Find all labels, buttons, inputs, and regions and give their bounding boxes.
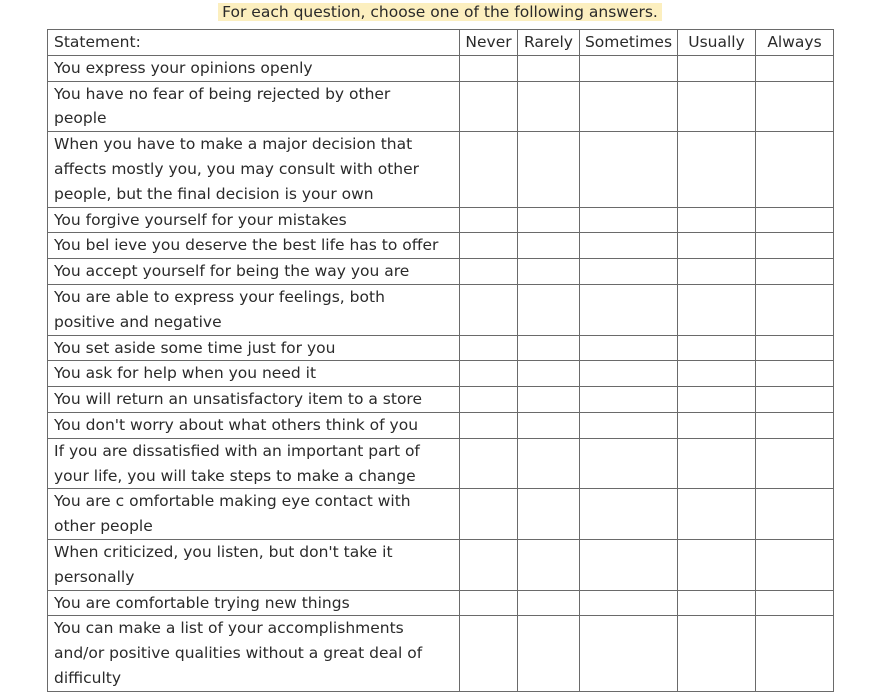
answer-cell-rarely[interactable]: [518, 207, 580, 233]
statement-cell: [48, 233, 460, 259]
answer-cell-usually[interactable]: [678, 361, 756, 387]
statement-line: You will return an unsatisfactory item to a store: [54, 390, 422, 409]
answer-cell-sometimes[interactable]: [580, 259, 678, 285]
answer-cell-rarely[interactable]: [518, 335, 580, 361]
statement-cell: [48, 387, 460, 413]
statement-cell: [48, 132, 460, 207]
answer-cell-rarely[interactable]: [518, 616, 580, 691]
answer-cell-usually[interactable]: [678, 539, 756, 590]
table-row: [48, 207, 834, 233]
table-row: [48, 284, 834, 335]
answer-cell-never[interactable]: [460, 412, 518, 438]
answer-cell-always[interactable]: [756, 539, 834, 590]
statement-cell: [48, 489, 460, 540]
answer-cell-usually[interactable]: [678, 387, 756, 413]
answer-cell-usually[interactable]: [678, 207, 756, 233]
instruction-text: For each question, choose one of the following answers.: [218, 3, 662, 21]
statement-cell: [48, 284, 460, 335]
answer-cell-always[interactable]: [756, 284, 834, 335]
header-always: Always: [756, 30, 834, 56]
statement-line: You don't worry about what others think of you: [54, 415, 419, 434]
answer-cell-rarely[interactable]: [518, 55, 580, 81]
table-row: [48, 590, 834, 616]
answer-cell-usually[interactable]: [678, 55, 756, 81]
statement-line: You bel ieve you deserve the best life has to offer: [54, 236, 439, 255]
answer-cell-rarely[interactable]: [518, 412, 580, 438]
statement-line: You ask for help when you need it: [54, 364, 317, 383]
statement-cell: [48, 361, 460, 387]
answer-cell-usually[interactable]: [678, 132, 756, 207]
answer-cell-always[interactable]: [756, 489, 834, 540]
answer-cell-never[interactable]: [460, 284, 518, 335]
answer-cell-sometimes[interactable]: [580, 489, 678, 540]
answer-cell-usually[interactable]: [678, 233, 756, 259]
statement-line: difficulty: [54, 668, 122, 687]
statement-line: You are able to express your feelings, both: [54, 287, 385, 306]
answer-cell-never[interactable]: [460, 207, 518, 233]
answer-cell-never[interactable]: [460, 132, 518, 207]
answer-cell-sometimes[interactable]: [580, 590, 678, 616]
answer-cell-never[interactable]: [460, 259, 518, 285]
statement-line: You set aside some time just for you: [54, 338, 336, 357]
statement-cell: [48, 259, 460, 285]
statement-cell: [48, 81, 460, 132]
answer-cell-always[interactable]: [756, 438, 834, 489]
answer-cell-never[interactable]: [460, 489, 518, 540]
statement-line: You express your opinions openly: [54, 58, 313, 77]
statement-cell: [48, 590, 460, 616]
table-row: [48, 55, 834, 81]
table-row: [48, 438, 834, 489]
answer-cell-sometimes[interactable]: [580, 207, 678, 233]
answer-cell-sometimes[interactable]: [580, 412, 678, 438]
answer-cell-rarely[interactable]: [518, 438, 580, 489]
statement-cell: [48, 55, 460, 81]
table-row: [48, 132, 834, 207]
table-row: [48, 81, 834, 132]
answer-cell-always[interactable]: [756, 387, 834, 413]
statement-line: When criticized, you listen, but don't take it: [54, 542, 393, 561]
answer-cell-sometimes[interactable]: [580, 81, 678, 132]
table-row: [48, 539, 834, 590]
statement-line: You forgive yourself for your mistakes: [54, 210, 347, 229]
answer-cell-never[interactable]: [460, 55, 518, 81]
statement-line: your life, you will take steps to make a change: [54, 466, 416, 485]
answer-cell-always[interactable]: [756, 81, 834, 132]
table-row: [48, 489, 834, 540]
header-row: [48, 30, 834, 56]
header-statement: Statement:: [48, 30, 460, 56]
header-sometimes: Sometimes: [580, 30, 678, 56]
answer-cell-rarely[interactable]: [518, 387, 580, 413]
answer-cell-always[interactable]: [756, 590, 834, 616]
answer-cell-sometimes[interactable]: [580, 284, 678, 335]
answer-cell-sometimes[interactable]: [580, 55, 678, 81]
statement-cell: [48, 438, 460, 489]
statement-line: other people: [54, 517, 153, 536]
answer-cell-always[interactable]: [756, 616, 834, 691]
answer-cell-sometimes[interactable]: [580, 616, 678, 691]
table-row: [48, 412, 834, 438]
answer-cell-rarely[interactable]: [518, 539, 580, 590]
answer-cell-never[interactable]: [460, 335, 518, 361]
header-never: Never: [460, 30, 518, 56]
answer-cell-usually[interactable]: [678, 259, 756, 285]
table-row: [48, 233, 834, 259]
answer-cell-rarely[interactable]: [518, 284, 580, 335]
answer-cell-always[interactable]: [756, 132, 834, 207]
answer-cell-never[interactable]: [460, 361, 518, 387]
answer-cell-always[interactable]: [756, 259, 834, 285]
answer-cell-never[interactable]: [460, 616, 518, 691]
statement-cell: [48, 207, 460, 233]
statement-line: You are comfortable trying new things: [54, 593, 350, 612]
answer-cell-rarely[interactable]: [518, 489, 580, 540]
statement-line: people, but the final decision is your own: [54, 184, 374, 203]
table-row: [48, 616, 834, 691]
statement-line: If you are dissatisfied with an important part of: [54, 441, 420, 460]
statement-line: You accept yourself for being the way you are: [54, 262, 410, 281]
answer-cell-never[interactable]: [460, 590, 518, 616]
answer-cell-never[interactable]: [460, 387, 518, 413]
answer-cell-usually[interactable]: [678, 616, 756, 691]
statement-line: positive and negative: [54, 312, 222, 331]
answer-cell-always[interactable]: [756, 361, 834, 387]
answer-cell-sometimes[interactable]: [580, 361, 678, 387]
answer-cell-always[interactable]: [756, 207, 834, 233]
answer-cell-usually[interactable]: [678, 438, 756, 489]
answer-cell-sometimes[interactable]: [580, 438, 678, 489]
statement-line: You have no fear of being rejected by other: [54, 84, 391, 103]
answer-cell-always[interactable]: [756, 233, 834, 259]
answer-cell-always[interactable]: [756, 55, 834, 81]
answer-cell-rarely[interactable]: [518, 132, 580, 207]
answer-cell-sometimes[interactable]: [580, 387, 678, 413]
statement-line: You can make a list of your accomplishments: [54, 619, 404, 638]
answer-cell-never[interactable]: [460, 233, 518, 259]
table-row: [48, 361, 834, 387]
answer-cell-sometimes[interactable]: [580, 335, 678, 361]
answer-cell-never[interactable]: [460, 539, 518, 590]
statement-line: people: [54, 109, 107, 128]
statement-line: When you have to make a major decision that: [54, 135, 413, 154]
statement-cell: [48, 539, 460, 590]
statement-cell: [48, 335, 460, 361]
answer-cell-sometimes[interactable]: [580, 539, 678, 590]
answer-cell-rarely[interactable]: [518, 361, 580, 387]
answer-cell-usually[interactable]: [678, 284, 756, 335]
answer-cell-sometimes[interactable]: [580, 233, 678, 259]
answer-cell-usually[interactable]: [678, 590, 756, 616]
table-row: [48, 259, 834, 285]
self-assessment-table: [47, 29, 834, 692]
answer-cell-usually[interactable]: [678, 81, 756, 132]
table-row: [48, 387, 834, 413]
answer-cell-usually[interactable]: [678, 489, 756, 540]
answer-cell-never[interactable]: [460, 81, 518, 132]
statement-line: affects mostly you, you may consult with other: [54, 159, 420, 178]
answer-cell-always[interactable]: [756, 335, 834, 361]
answer-cell-rarely[interactable]: [518, 590, 580, 616]
header-rarely: Rarely: [518, 30, 580, 56]
answer-cell-rarely[interactable]: [518, 233, 580, 259]
answer-cell-rarely[interactable]: [518, 81, 580, 132]
statement-cell: [48, 412, 460, 438]
statement-line: personally: [54, 567, 135, 586]
answer-cell-usually[interactable]: [678, 335, 756, 361]
statement-line: You are c omfortable making eye contact with: [54, 492, 411, 511]
answer-cell-usually[interactable]: [678, 412, 756, 438]
instruction-banner: [0, 2, 880, 23]
answer-cell-always[interactable]: [756, 412, 834, 438]
header-usually: Usually: [678, 30, 756, 56]
answer-cell-rarely[interactable]: [518, 259, 580, 285]
answer-cell-never[interactable]: [460, 438, 518, 489]
answer-cell-sometimes[interactable]: [580, 132, 678, 207]
table-row: [48, 335, 834, 361]
statement-line: and/or positive qualities without a great deal of: [54, 644, 423, 663]
statement-cell: [48, 616, 460, 691]
